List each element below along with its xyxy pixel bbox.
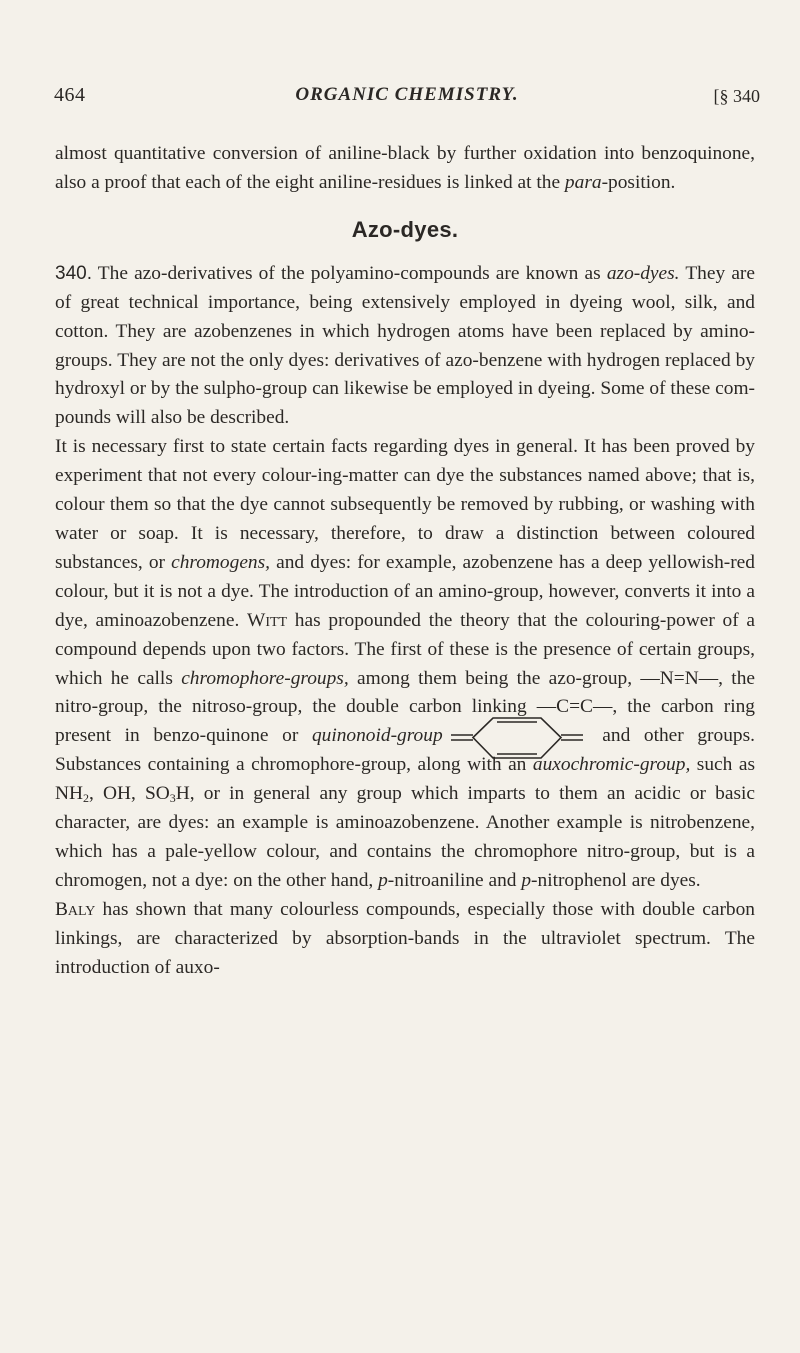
author-witt: Witt bbox=[247, 609, 288, 631]
paragraph-continuation: almost quantitative conversion of aniline-black by further oxidation into benzoquinone, also a proof that each of the eight aniline-residues is linked at the para-position. bbox=[55, 143, 755, 193]
paragraph-340: 340. The azo-derivatives of the polyamino-compounds are known as azo-dyes. They are of great technical importance, being extensively employed in dyeing wool, silk, and cotton. They are azobenzenes in which hydrogen atoms have been replaced by amino-groups. They are not the only dyes: derivatives of azo-benzene with hydrogen replaced by hydroxyl or by the sulpho-group can likewise be employed in dyeing. Some of these com-pounds will also be described. bbox=[55, 262, 755, 429]
page-header bbox=[54, 84, 760, 114]
paragraph-number: 340. bbox=[55, 262, 92, 284]
author-baly: Baly bbox=[55, 898, 96, 920]
paragraph-dyes-general: It is necessary first to state certain facts regarding dyes in general. It has been proved by experiment that not every colour-ing-matter can dye the substances named above; that is, colour them so that the dye cannot subsequently be removed by rubbing, or washing with water or soap. It is necessary, therefore, to draw a distinction between coloured substances, or chromogens, and dyes: for example, azobenzene has a deep yellowish-red colour, but it is not a dye. The introduction of an amino-group, however, converts it into a dye, aminoazobenzene. Witt has propounded the theory that the colouring-power of a compound depends upon two factors. The first of these is the presence of certain groups, which he calls chromophore-groups, among them being the azo-group, —N=N—, the nitro-group, the nitroso-group, the double carbon linking —C=C—, the carbon ring present in benzo-quinone or quinonoid-group and other groups. Substances containing a chromophore-group, along with an auxochromic-group, such as $NH_2$, OH, $SO_3H$, or in general any group which imparts to them an acidic or basic character, are dyes: an example is aminoazobenzene. Another example is nitrobenzene, which has a pale-yellow colour, and contains the chromophore nitro-group, but is a chromogen, not a dye: on the other hand, p-nitroaniline and p-nitrophenol are dyes. bbox=[55, 436, 756, 891]
section-heading: Azo-dyes. bbox=[351, 216, 459, 242]
body-text bbox=[55, 140, 755, 982]
paragraph-baly: Baly has shown that many colourless compounds, especially those with double carbon linkings, are characterized by absorption-bands in the ultraviolet spectrum. The introduction of auxo- bbox=[55, 898, 755, 978]
page-number: 464 bbox=[54, 84, 86, 106]
section-reference: [§ 340 bbox=[713, 86, 760, 106]
running-title: ORGANIC CHEMISTRY. bbox=[295, 84, 519, 105]
